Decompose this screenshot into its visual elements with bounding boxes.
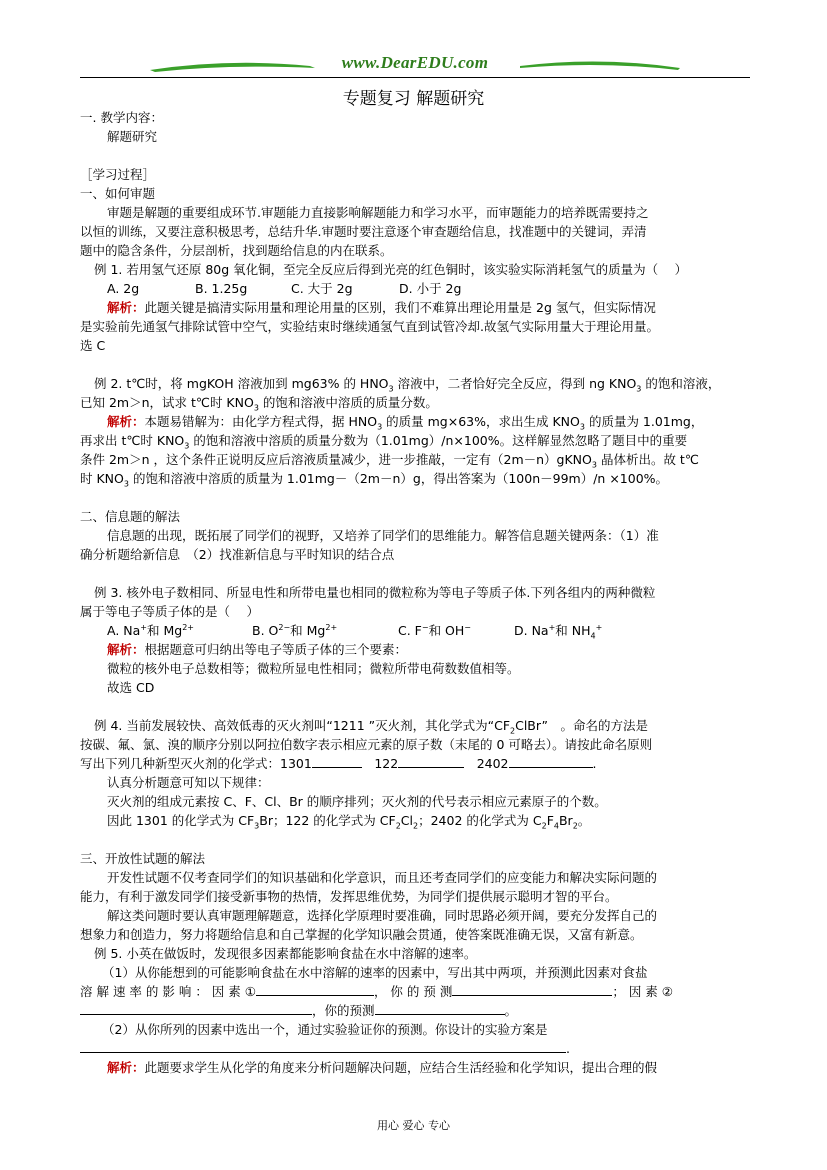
question: 例 3. 核外电子数相同、所显电性和所带电量也相同的微粒称为等电子等质子体.下列各组内的两种微粒 xyxy=(94,585,656,600)
paragraph: 信息题的出现，既拓展了同学们的视野，又培养了同学们的思维能力。解答信息题关键两条：（1）准 xyxy=(107,528,659,543)
answer-blank-factor-1[interactable] xyxy=(256,983,374,996)
document-body xyxy=(80,108,750,1077)
question: ，你的预测 。 xyxy=(80,1001,750,1020)
answer-blank-2402[interactable] xyxy=(509,755,593,768)
paragraph: 解这类问题时要认真审题理解题意，选择化学原理时要准确，同时思路必须开阔，要充分发挥自己的 xyxy=(107,908,658,923)
paragraph: 条件 2m＞n ，这个条件正说明反应后溶液质量减少，进一步推敲，一定有（2m－n）gKNO$_3$ 晶体析出。故 t℃ xyxy=(80,452,699,470)
paragraph: 想象力和创造力，努力将题给信息和自己掌握的化学知识融会贯通，使答案既准确无误，又富有新意。 xyxy=(80,927,643,942)
analysis: 解析：此题关键是搞清实际用量和理论用量的区别，我们不难算出理论用量是 2g 氢气，但实际情况 xyxy=(107,300,656,315)
page-title: 专题复习 解题研究 xyxy=(342,89,485,109)
question: 溶 解 速 率 的 影 响 ： 因 素 ① ， 你 的 预 测 ； 因 素 ② xyxy=(80,984,673,999)
paragraph: 灭火剂的组成元素按 C、F、Cl、Br 的顺序排列；灭火剂的代号表示相应元素原子的个数。 xyxy=(107,794,607,809)
section-heading: 三、开放性试题的解法 xyxy=(80,851,206,866)
paragraph: 以恒的训练，又要注意积极思考，总结升华.审题时要注意逐个审查题给信息，找准题中的关键词，弄清 xyxy=(80,224,647,239)
options xyxy=(80,279,750,298)
question: . xyxy=(80,1039,750,1058)
section-heading: 一. 教学内容： xyxy=(80,110,163,125)
analysis: 解析：本题易错解为：由化学方程式得，据 $HNO_3$ 的质量 mg×63%，求出生成 $KNO_3$ 的质量为 1.01mg， xyxy=(107,414,704,432)
paragraph: 开发性试题不仅考查同学们的知识基础和化学意识，而且还考查同学们的应变能力和解决实际问题的 xyxy=(107,870,658,885)
option-d: D. 小于 2g xyxy=(399,281,462,296)
process-label: ［学习过程］ xyxy=(80,167,156,182)
page-footer: 用心 爱心 专心 xyxy=(377,1119,450,1132)
question: 例 4. 当前发展较快、高效低毒的灭火剂叫“1211 ”灭火剂，其化学式为“$CF_2ClBr$” 。命名的方法是 xyxy=(94,718,649,736)
question: 例 2. t℃时，将 mgKOH 溶液加到 mg63% 的 $HNO_3$ 溶液中，二者恰好完全反应，得到 ng $KNO_3$ 的饱和溶液， xyxy=(94,376,721,394)
question: 例 1. 若用氢气还原 80g 氧化铜，至完全反应后得到光亮的红色铜时，该实验实际消耗氢气的质量为（ ） xyxy=(94,262,688,277)
paragraph: 能力，有利于激发同学们接受新事物的热情，发挥思维优势，为同学们提供展示聪明才智的平台。 xyxy=(80,889,618,904)
section-heading: 二、信息题的解法 xyxy=(80,509,181,524)
option-a: A. Na+和 $Mg^{2+}$ xyxy=(107,622,194,638)
option-c: C. 大于 2g xyxy=(291,281,353,296)
paragraph: 时 $KNO_3$ 的饱和溶液中溶质的质量为 1.01mg－（2m－n）g，得出答案为（100n－99m）/n ×100%。 xyxy=(80,471,669,489)
option-a: A. 2g xyxy=(107,281,140,296)
option-d: D. Na+和 $NH_4^+$ xyxy=(514,622,603,641)
option-c: C. F−和 OH− xyxy=(398,622,471,638)
answer-blank-experiment[interactable] xyxy=(80,1040,566,1053)
paragraph: 再求出 t℃时 $KNO_3$ 的饱和溶液中溶质的质量分数为（1.01mg）/n×100%。这样解显然忽略了题目中的重要 xyxy=(80,433,688,451)
paragraph: 审题是解题的重要组成环节.审题能力直接影响解题能力和学习水平，而审题能力的培养既需要持之 xyxy=(107,205,649,220)
analysis: 解析：根据题意可归纳出等电子等质子体的三个要素： xyxy=(107,642,408,657)
analysis: 解析：此题要求学生从化学的角度来分析问题解决问题，应结合生活经验和化学知识，提出合理的假 xyxy=(107,1060,658,1075)
options xyxy=(80,621,750,640)
question: 按碳、氟、氯、溴的顺序分别以阿拉伯数字表示相应元素的原子数（末尾的 0 可略去）。请按此命名原则 xyxy=(80,737,653,752)
paragraph: 选 C xyxy=(80,338,106,353)
question: （1）从你能想到的可能影响食盐在水中溶解的速率的因素中，写出其中两项，并预测此因素对食盐 xyxy=(102,965,648,980)
paragraph: 是实验前先通氢气排除试管中空气，实验结束时继续通氢气直到试管冷却.故氢气实际用量大于理论用量。 xyxy=(80,319,659,334)
question: 已知 2m＞n，试求 t℃时 $KNO_3$ 的饱和溶液中溶质的质量分数。 xyxy=(80,395,438,413)
answer-blank-prediction-1[interactable] xyxy=(452,983,612,996)
paragraph: 解题研究 xyxy=(107,129,158,144)
option-b: B. 1.25g xyxy=(195,281,248,296)
option-b: B. $O^{2-}$和 $Mg^{2+}$ xyxy=(252,622,338,638)
analysis-label: 解析： xyxy=(107,642,145,657)
paragraph: 因此 1301 的化学式为 $CF_3Br$；122 的化学式为 $CF_2Cl_2$；2402 的化学式为 $C_2F_4Br_2$。 xyxy=(107,813,591,831)
answer-blank-factor-2[interactable] xyxy=(80,1002,312,1015)
question: （2）从你所列的因素中选出一个，通过实验验证你的预测。你设计的实验方案是 xyxy=(102,1022,548,1037)
paragraph: 认真分析题意可知以下规律： xyxy=(107,775,270,790)
paragraph: 微粒的核外电子总数相等；微粒所显电性相同；微粒所带电荷数数值相等。 xyxy=(107,661,520,676)
answer-blank-1301[interactable] xyxy=(312,755,362,768)
question: 属于等电子等质子体的是（ ） xyxy=(80,604,259,619)
section-heading: 一、如何审题 xyxy=(80,186,156,201)
answer-blank-122[interactable] xyxy=(398,755,464,768)
header-rule xyxy=(80,77,750,78)
analysis-label: 解析： xyxy=(107,414,145,429)
question: 写出下列几种新型灭火剂的化学式：1301 122 2402 . xyxy=(80,756,597,771)
paragraph: 题中的隐含条件，分层剖析，找到题给信息的内在联系。 xyxy=(80,243,393,258)
analysis-label: 解析： xyxy=(107,300,145,315)
question: 例 5. 小英在做饭时，发现很多因素都能影响食盐在水中溶解的速率。 xyxy=(94,946,477,961)
paragraph: 故选 CD xyxy=(107,680,155,695)
paragraph: 确分析题给新信息 （2）找准新信息与平时知识的结合点 xyxy=(80,547,395,562)
analysis-label: 解析： xyxy=(107,1060,145,1075)
brand-logo-text: www.DearEDU.com xyxy=(341,53,489,72)
answer-blank-prediction-2[interactable] xyxy=(375,1002,505,1015)
